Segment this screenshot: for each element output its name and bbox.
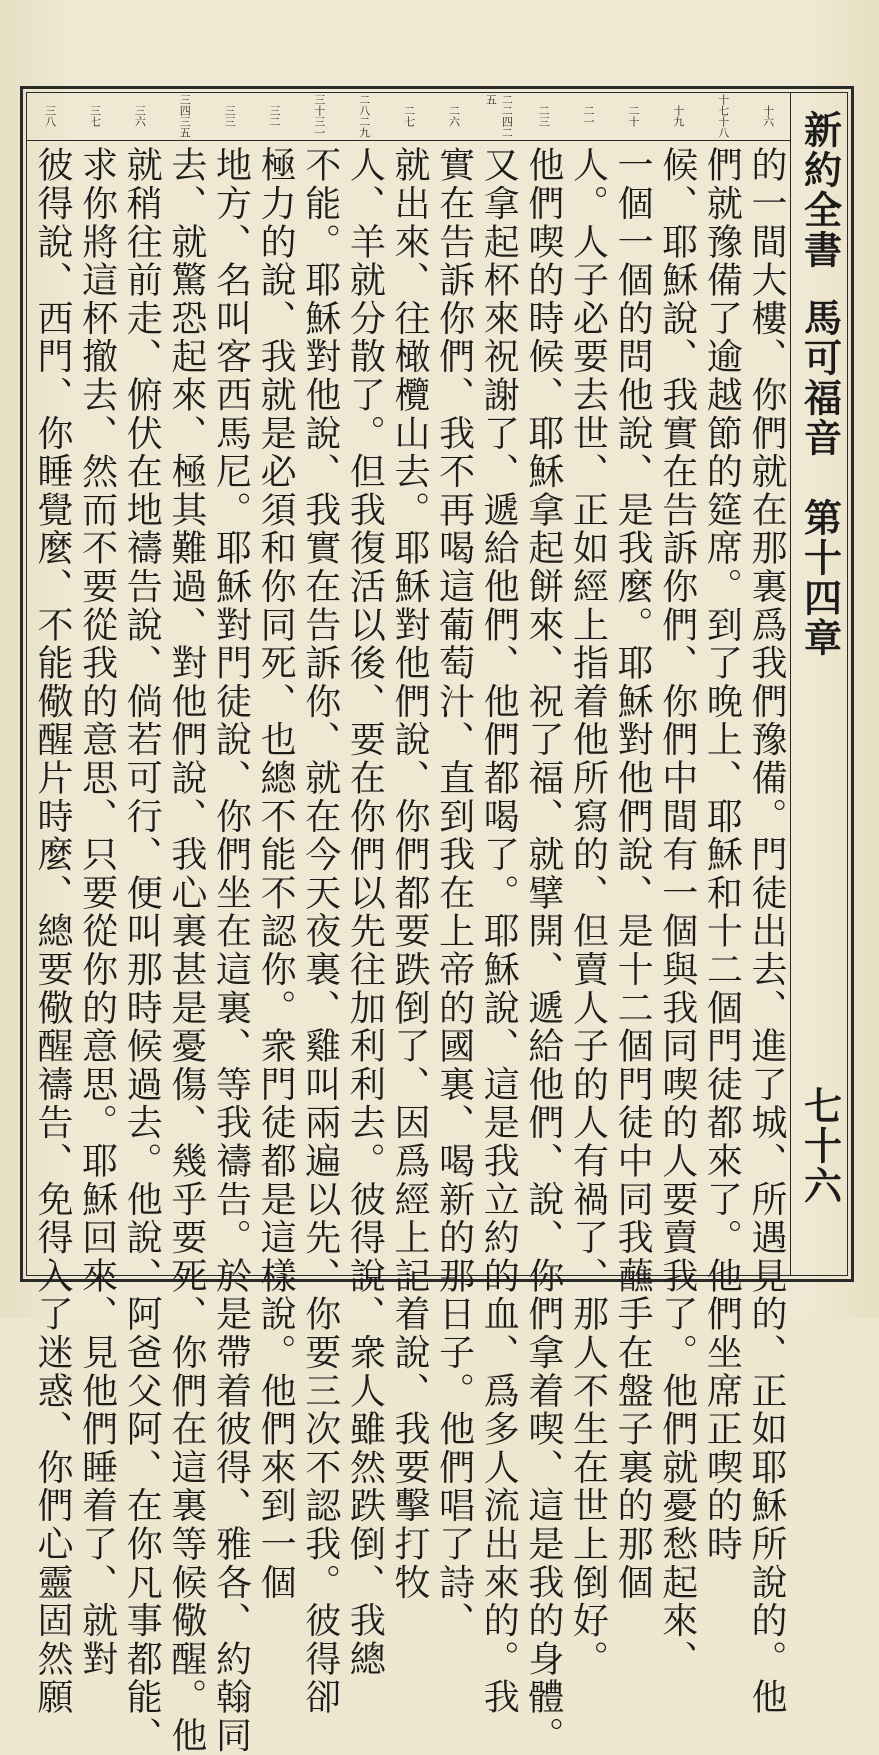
text-column: 不能。耶穌對他說、我實在告訴你、就在今天夜裏、雞叫兩遍以先、你要三次不認我。彼得卻 — [299, 146, 341, 1717]
gospel-title: 馬可福音 — [797, 298, 842, 458]
verse-ref: 三四三五 — [178, 94, 192, 138]
verse-ref: 三三 — [223, 105, 237, 127]
verse-ref: 三七 — [88, 105, 102, 127]
verse-ref: 二三 — [537, 105, 551, 127]
header-divider — [790, 92, 791, 1276]
verse-ref-divider — [27, 140, 790, 141]
text-column: 候、耶穌說、我實在告訴你們、你們中間有一個與我同喫的人要賣我了。他們就憂愁起來、 — [656, 146, 698, 1678]
scripture-body — [32, 146, 787, 1755]
verse-ref: 二十 — [626, 105, 640, 127]
verse-ref: 二一 — [582, 105, 596, 127]
verse-ref: 三十三一 — [312, 94, 326, 138]
text-column: 一個一個的問他說、是我麼。耶穌對他們說、是十二個門徒中同我蘸手在盤子裏的那個 — [612, 146, 654, 1602]
text-column: 們就豫備了逾越節的筵席。到了晚上、耶穌和十二個門徒都來了。他們坐席正喫的時 — [701, 146, 743, 1564]
text-column: 人。人子必要去世、正如經上指着他所寫的、但賣人子的人有禍了、那人不生在世上倒好。 — [567, 146, 609, 1678]
text-column: 他們喫的時候、耶穌拿起餅來、祝了福、就擘開、遞給他們、說、你們拿着喫、這是我的身體。 — [522, 146, 564, 1755]
text-column: 極力的說、我就是必須和你同死、也總不能不認你。衆門徒都是這樣說。他們來到一個 — [255, 146, 297, 1602]
text-column: 的一間大樓、你們就在那裏爲我們豫備。門徒出去、進了城、所遇見的、正如耶穌所說的。他 — [746, 146, 787, 1717]
chapter-title: 第十四章 — [797, 498, 842, 658]
verse-ref: 二八二九 — [357, 94, 371, 138]
page-number: 七十六 — [797, 1086, 842, 1206]
text-column: 就稍往前走、俯伏在地禱告說、倘若可行、便叫那時候過去。他說、阿爸父阿、在你凡事都能、 — [121, 146, 163, 1755]
text-column: 求你將這杯撤去、然而不要從我的意思、只要從你的意思。耶穌回來、見他們睡着了、就對 — [76, 146, 118, 1678]
text-column: 地方、名叫客西馬尼。耶穌對門徒說、你們坐在這裏、等我禱告。於是帶着彼得、雅各、約翰同 — [210, 146, 252, 1755]
text-column: 彼得說、西門、你睡覺麼、不能儆醒片時麼、總要儆醒禱告、免得入了迷惑、你們心靈固然願 — [32, 146, 73, 1717]
text-column: 人、羊就分散了。但我復活以後、要在你們以先往加利利去。彼得說、衆人雖然跌倒、我總 — [344, 146, 386, 1678]
book-title: 新約全書 — [797, 110, 842, 270]
text-column: 又拿起杯來祝謝了、遞給他們、他們都喝了。耶穌說、這是我立約的血、爲多人流出來的。我 — [478, 146, 520, 1717]
verse-ref: 三八 — [43, 105, 57, 127]
text-column: 就出來、往橄欖山去。耶穌對他們說、你們都要跌倒了、因爲經上記着說、我要擊打牧 — [389, 146, 430, 1602]
running-header — [792, 92, 848, 1276]
verse-ref: 十七十八 — [716, 94, 730, 138]
verse-ref: 十六 — [761, 105, 775, 127]
verse-ref: 二二四二五 — [484, 94, 514, 138]
verse-ref: 十九 — [671, 105, 685, 127]
verse-reference-row — [27, 94, 790, 138]
verse-ref: 二七 — [402, 105, 416, 127]
verse-ref: 二六 — [447, 105, 461, 127]
verse-ref: 三六 — [133, 105, 147, 127]
text-column: 實在告訴你們、我不再喝這葡萄汁、直到我在上帝的國裏、喝新的那日子。他們唱了詩、 — [433, 146, 475, 1640]
text-column: 去、就驚恐起來、極其難過、對他們說、我心裏甚是憂傷、幾乎要死、你們在這裏等候儆醒。他 — [165, 146, 207, 1755]
verse-ref: 三二 — [267, 105, 281, 127]
